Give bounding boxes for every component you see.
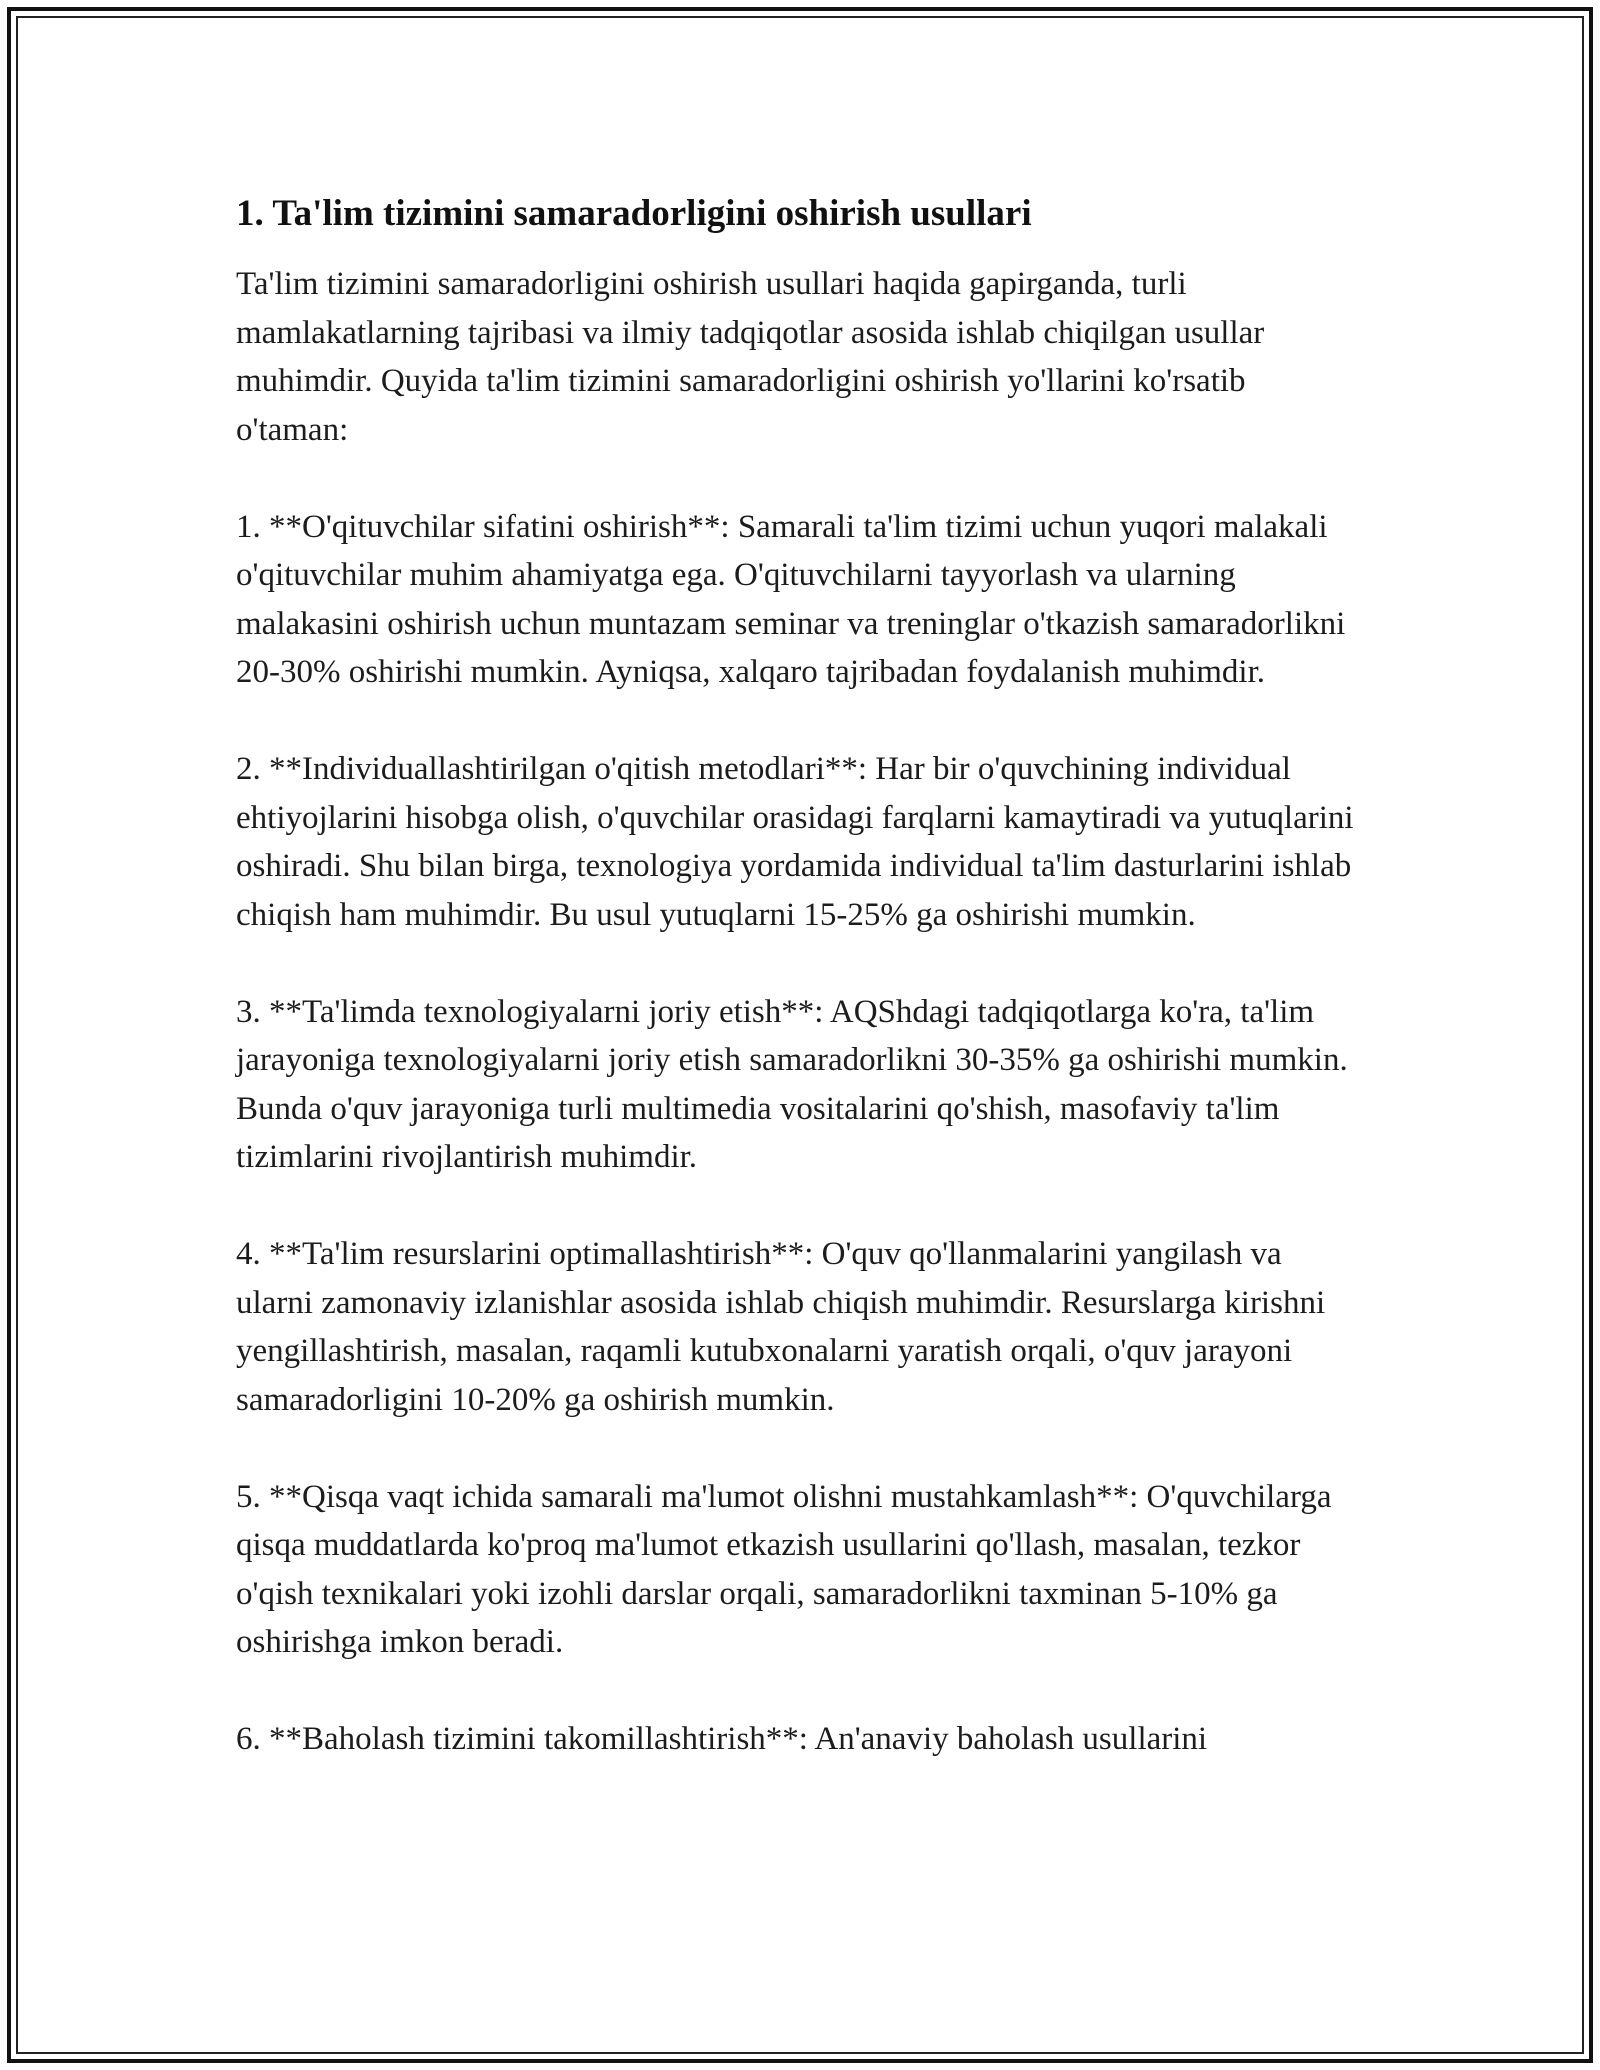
list-item-4: 4. **Ta'lim resurslarini optimallashtirish**: O'quv qo'llanmalarini yangilash va ularni zamonaviy izlanishlar asosida ishlab chiqish muhimdir. Resurslarga kirishni yengillashtirish, masalan, raqamli kutubxonalarni yaratish orqali, o'quv jarayoni samaradorligini 10-20% ga oshirish mumkin. bbox=[236, 1236, 1326, 1418]
list-item-1: 1. **O'qituvchilar sifatini oshirish**: Samarali ta'lim tizimi uchun yuqori malakali o'qituvchilar muhim ahamiyatga ega. O'qituvchilarni tayyorlash va ularning malakasini oshirish uchun muntazam seminar va treninglar o'tkazish samaradorlikni 20-30% oshirishi mumkin. Ayniqsa, xalqaro tajribadan foydalanish muhimdir. bbox=[236, 508, 1346, 690]
list-item-2: 2. **Individuallashtirilgan o'qitish metodlari**: Har bir o'quvchining individual ehtiyojlarini hisobga olish, o'quvchilar orasidagi farqlarni kamaytiradi va yutuqlarini oshiradi. Shu bilan birga, texnologiya yordamida individual ta'lim dasturlarini ishlab chiqish ham muhimdir. Bu usul yutuqlarni 15-25% ga oshirishi mumkin. bbox=[236, 751, 1354, 933]
section-title: 1. Ta'lim tizimini samaradorligini oshirish usullari bbox=[236, 193, 1032, 234]
list-item-3: 3. **Ta'limda texnologiyalarni joriy etish**: AQShdagi tadqiqotlarga ko'ra, ta'lim jarayoniga texnologiyalarni joriy etish samaradorlikni 30-35% ga oshirishi mumkin. Bunda o'quv jarayoniga turli multimedia vositalarini qo'shish, masofaviy ta'lim tizimlarini rivojlantirish muhimdir. bbox=[236, 993, 1348, 1175]
list-item-6: 6. **Baholash tizimini takomillashtirish**: An'anaviy baholash usullarini bbox=[236, 1721, 1208, 1757]
list-item-5: 5. **Qisqa vaqt ichida samarali ma'lumot olishni mustahkamlash**: O'quvchilarga qisqa muddatlarda ko'proq ma'lumot etkazish usullarini qo'llash, masalan, tezkor o'qish texnikalari yoki izohli darslar orqali, samaradorlikni taxminan 5-10% ga oshirishga imkon beradi. bbox=[236, 1478, 1332, 1660]
intro-paragraph: Ta'lim tizimini samaradorligini oshirish usullari haqida gapirganda, turli mamlakatlarning tajribasi va ilmiy tadqiqotlar asosida ishlab chiqilgan usullar muhimdir. Quyida ta'lim tizimini samaradorligini oshirish yo'llarini ko'rsatib o'taman: bbox=[236, 266, 1265, 448]
document-page bbox=[236, 190, 1366, 1764]
